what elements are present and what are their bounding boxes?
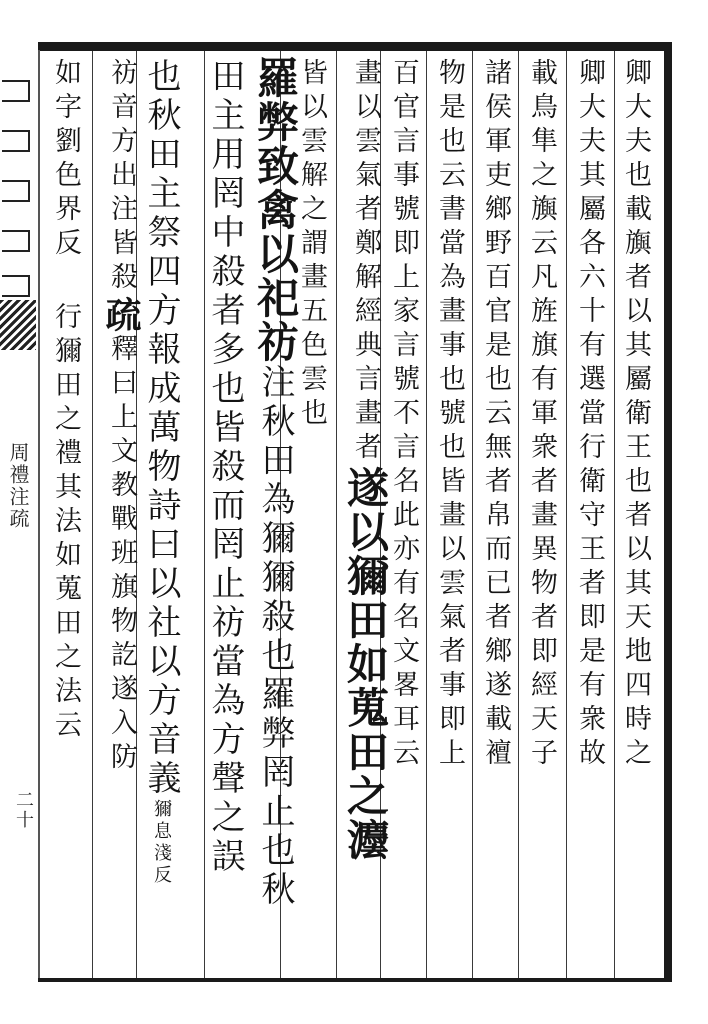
- text-column-10: 田主用罔中殺者多也皆殺而罔止祊當為方聲之誤: [205, 58, 245, 877]
- column-rule: [92, 51, 93, 978]
- gutter-mark: [2, 230, 30, 252]
- column-rule: [336, 51, 337, 978]
- commentary-segment: 也秋田主祭四方報成萬物詩曰以社以方音義: [141, 58, 181, 799]
- shu-marker: 疏: [100, 296, 142, 334]
- text-column-4: 諸侯軍吏鄉野百官是也云無者帛而已者鄉遂載襢: [480, 58, 511, 772]
- text-column-3: 載鳥隼之旟云凡旌旗有軍衆者畫異物者即經天子: [526, 58, 557, 772]
- pronunciation-note: 祊音方出注皆殺: [106, 58, 137, 296]
- gutter-mark: [2, 80, 30, 102]
- gutter-mark: [2, 130, 30, 152]
- frame-left-border: [38, 50, 40, 978]
- column-rule: [426, 51, 427, 978]
- text-column-13: [50, 58, 80, 744]
- text-column-12: [98, 58, 144, 776]
- margin-title: 周禮注疏: [6, 442, 30, 530]
- column-rule: [614, 51, 615, 978]
- gutter-mark: [2, 180, 30, 202]
- text-column-7: [342, 58, 388, 862]
- column-rule: [518, 51, 519, 978]
- text-column-8: 皆以雲解之謂畫五色雲也: [296, 58, 327, 432]
- fishtail-ornament-icon: [0, 300, 36, 350]
- column-rule: [472, 51, 473, 978]
- main-text-segment: 遂以獮田如蒐田之灋: [341, 466, 390, 862]
- page-number: 二十: [13, 790, 34, 830]
- main-text-segment: 羅弊致禽以祀祊: [251, 56, 300, 364]
- text-column-5: 物是也云書當為畫事也號也皆畫以雲氣者事即上: [434, 58, 465, 772]
- text-column-1: 卿大夫也載旟者以其屬衛王也者以其天地四時之: [620, 58, 651, 772]
- frame-top-border: [38, 42, 672, 51]
- text-column-6: 百官言事號即上家言號不言名此亦有名文畧耳云: [388, 58, 419, 772]
- commentary-segment: 畫以雲氣者鄭解經典言畫者: [350, 58, 381, 466]
- gutter-mark: [2, 275, 30, 297]
- column-rule: [566, 51, 567, 978]
- binding-gutter: [0, 60, 36, 420]
- frame-right-border: [664, 42, 672, 982]
- frame-bottom-border: [38, 978, 672, 982]
- text-column-11: [142, 58, 180, 887]
- pronunciation-note: 如字劉色界反: [50, 58, 81, 262]
- commentary-segment: 行獮田之禮其法如蒐田之法云: [50, 302, 81, 744]
- commentary-segment: 釋曰上文教戰班旗物訖遂入防: [106, 334, 137, 776]
- text-column-2: 卿大夫其屬各六十有選當行衛守王者即是有衆故: [574, 58, 605, 772]
- commentary-segment: 注秋田為獮獮殺也羅弊罔止也秋: [255, 364, 295, 910]
- pronunciation-note: 獮息淺反: [151, 799, 172, 887]
- text-column-9: [252, 56, 298, 910]
